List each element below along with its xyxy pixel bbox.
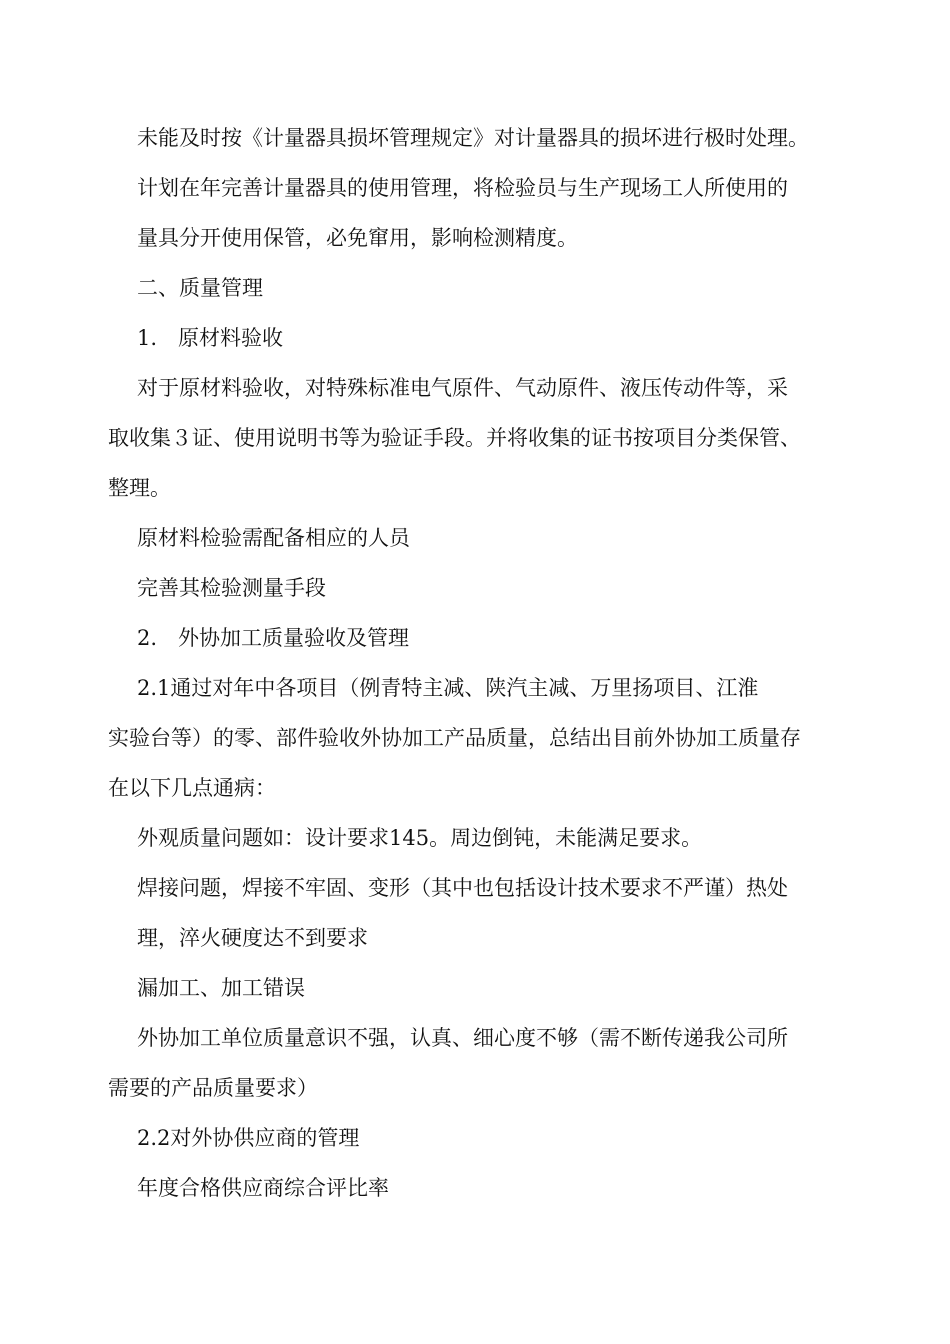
paragraph-line: 计划在年完善计量器具的使用管理，将检验员与生产现场工人所使用的	[137, 176, 788, 200]
paragraph-line: 2.1通过对年中各项目（例青特主减、陕汽主减、万里扬项目、江淮	[137, 676, 759, 700]
paragraph-line: 未能及时按《计量器具损坏管理规定》对计量器具的损坏进行极时处理。	[137, 126, 809, 150]
paragraph-line: 漏加工、加工错误	[137, 976, 305, 1000]
paragraph-line: 原材料检验需配备相应的人员	[137, 526, 410, 550]
subsection-heading: 1. 原材料验收	[137, 326, 284, 350]
paragraph-line: 外观质量问题如：设计要求145。周边倒钝，未能满足要求。	[137, 826, 703, 850]
paragraph-line: 量具分开使用保管，必免窜用，影响检测精度。	[137, 226, 578, 250]
paragraph-line: 实验台等）的零、部件验收外协加工产品质量，总结出目前外协加工质量存	[108, 726, 801, 750]
paragraph-line: 外协加工单位质量意识不强，认真、细心度不够（需不断传递我公司所	[137, 1026, 788, 1050]
subsection-heading: 2. 外协加工质量验收及管理	[137, 626, 410, 650]
paragraph-line: 取收集３证、使用说明书等为验证手段。并将收集的证书按项目分类保管、	[108, 426, 801, 450]
section-heading: 二、质量管理	[137, 276, 263, 300]
paragraph-line: 整理。	[108, 476, 171, 500]
paragraph-line: 焊接问题，焊接不牢固、变形（其中也包括设计技术要求不严谨）热处	[137, 876, 788, 900]
paragraph-line: 理，淬火硬度达不到要求	[137, 926, 368, 950]
paragraph-line: 在以下几点通病：	[108, 776, 276, 800]
paragraph-line: 需要的产品质量要求）	[108, 1076, 318, 1100]
paragraph-line: 对于原材料验收，对特殊标准电气原件、气动原件、液压传动件等，采	[137, 376, 788, 400]
subsection-heading: 2.2对外协供应商的管理	[137, 1126, 360, 1150]
paragraph-line: 年度合格供应商综合评比率	[137, 1176, 389, 1200]
paragraph-line: 完善其检验测量手段	[137, 576, 326, 600]
